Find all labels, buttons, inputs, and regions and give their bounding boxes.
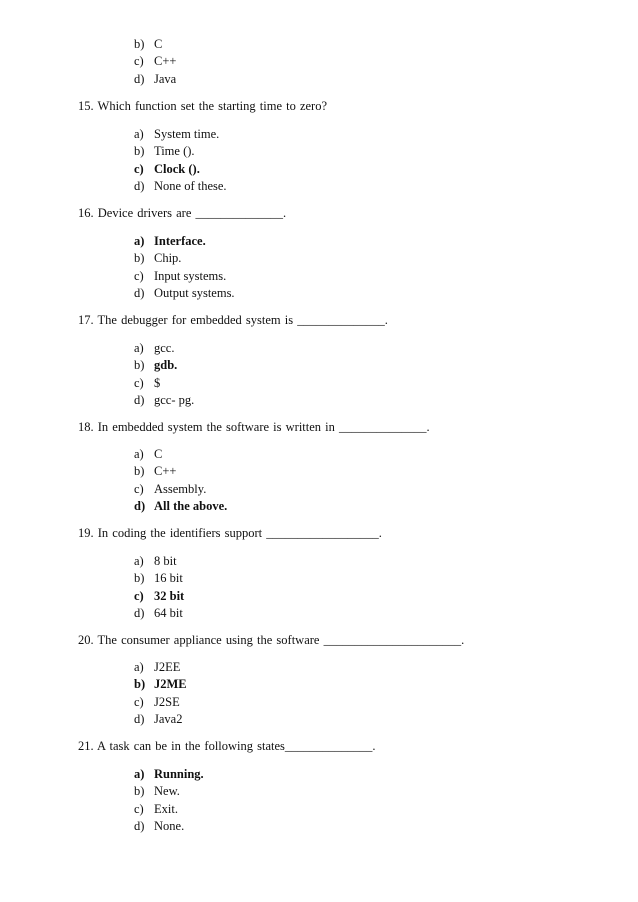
option-letter: d) — [134, 606, 145, 621]
option-text: 32 bit — [154, 588, 185, 603]
option-text: Clock (). — [154, 161, 200, 176]
option-text: gdb. — [154, 358, 178, 373]
option-text: Java2 — [154, 712, 183, 727]
option-letter: c) — [134, 268, 144, 283]
option-q19-a — [134, 553, 184, 570]
option-q17-b-answer — [134, 357, 194, 374]
option-letter: b) — [134, 677, 146, 692]
option-q19-b — [134, 570, 184, 587]
options-list-q21 — [134, 766, 204, 836]
option-letter: b) — [134, 464, 145, 479]
question-16: 16. Device drivers are ______________. — [78, 206, 287, 220]
option-letter: d) — [134, 393, 145, 408]
question-20: 20. The consumer appliance using the software ______________________. — [78, 633, 465, 647]
option-text: C — [154, 37, 163, 51]
option-letter: a) — [134, 447, 144, 461]
option-text: $ — [154, 375, 161, 390]
option-q21-d — [134, 818, 204, 835]
option-letter: d) — [134, 819, 145, 834]
option-letter: b) — [134, 144, 145, 159]
option-q20-b-answer — [134, 676, 187, 693]
option-letter: a) — [134, 767, 145, 781]
option-q15-b — [134, 143, 227, 160]
option-text: C — [154, 447, 163, 461]
option-letter: d) — [134, 286, 145, 301]
option-q14-b — [134, 36, 176, 53]
options-list-q16 — [134, 233, 235, 303]
option-text: Input systems. — [154, 268, 227, 283]
option-q17-a — [134, 340, 194, 357]
option-text: Time (). — [154, 144, 195, 159]
option-text: J2SE — [154, 694, 180, 709]
option-q21-a-answer — [134, 766, 204, 783]
option-q21-b — [134, 783, 204, 800]
option-text: gcc. — [154, 341, 175, 355]
option-q16-d — [134, 285, 235, 302]
option-letter: a) — [134, 660, 144, 674]
option-q21-c — [134, 801, 204, 818]
option-q17-d — [134, 392, 194, 409]
option-letter: c) — [134, 481, 144, 496]
question-19: 19. In coding the identifiers support __________________. — [78, 526, 382, 540]
option-q19-c-answer — [134, 588, 184, 605]
option-letter: c) — [134, 694, 144, 709]
option-letter: a) — [134, 234, 145, 248]
option-letter: d) — [134, 712, 145, 727]
option-text: 64 bit — [154, 606, 183, 621]
option-q18-a — [134, 446, 227, 463]
option-text: Running. — [154, 767, 204, 781]
option-text: Java — [154, 71, 177, 86]
option-q18-d-answer — [134, 498, 227, 515]
option-q20-a — [134, 659, 187, 676]
option-text: gcc- pg. — [154, 393, 195, 408]
option-text: J2ME — [154, 677, 187, 692]
option-text: Exit. — [154, 801, 178, 816]
option-text: C++ — [154, 54, 177, 69]
option-q15-d — [134, 178, 227, 195]
option-q16-c — [134, 268, 235, 285]
option-text: Interface. — [154, 234, 206, 248]
options-list-q14 — [134, 36, 176, 88]
option-text: Chip. — [154, 251, 182, 266]
option-text: 8 bit — [154, 554, 177, 568]
option-letter: c) — [134, 54, 144, 69]
option-q17-c — [134, 375, 194, 392]
option-letter: b) — [134, 784, 145, 799]
question-15: 15. Which function set the starting time to zero? — [78, 99, 328, 113]
option-letter: b) — [134, 37, 145, 51]
option-letter: d) — [134, 71, 145, 86]
option-text: All the above. — [154, 499, 228, 514]
option-q14-d — [134, 71, 176, 88]
option-text: 16 bit — [154, 571, 183, 586]
options-list-q15 — [134, 126, 227, 196]
option-letter: c) — [134, 161, 144, 176]
option-q20-d — [134, 711, 187, 728]
option-q18-c — [134, 481, 227, 498]
option-letter: b) — [134, 358, 145, 373]
option-q20-c — [134, 694, 187, 711]
option-letter: d) — [134, 499, 146, 514]
options-list-q20 — [134, 659, 187, 729]
option-q14-c — [134, 53, 176, 70]
option-q15-a — [134, 126, 227, 143]
option-q18-b — [134, 463, 227, 480]
option-letter: a) — [134, 554, 144, 568]
question-17: 17. The debugger for embedded system is ______________. — [78, 313, 388, 327]
option-text: Output systems. — [154, 286, 235, 301]
option-letter: d) — [134, 179, 145, 194]
option-q16-a-answer — [134, 233, 235, 250]
option-letter: c) — [134, 588, 144, 603]
option-letter: a) — [134, 341, 144, 355]
options-list-q17 — [134, 340, 194, 410]
option-text: C++ — [154, 464, 177, 479]
option-q15-c-answer — [134, 161, 227, 178]
options-list-q19 — [134, 553, 184, 623]
question-18: 18. In embedded system the software is written in ______________. — [78, 420, 430, 434]
option-text: None of these. — [154, 179, 227, 194]
option-q16-b — [134, 250, 235, 267]
options-list-q18 — [134, 446, 227, 516]
option-letter: a) — [134, 127, 144, 141]
option-q19-d — [134, 605, 184, 622]
option-letter: c) — [134, 801, 144, 816]
option-letter: c) — [134, 375, 144, 390]
option-text: Assembly. — [154, 481, 207, 496]
option-letter: b) — [134, 251, 145, 266]
option-text: System time. — [154, 127, 220, 141]
option-text: New. — [154, 784, 180, 799]
option-text: None. — [154, 819, 185, 834]
option-text: J2EE — [154, 660, 181, 674]
question-21: 21. A task can be in the following states______________. — [78, 739, 376, 753]
option-letter: b) — [134, 571, 145, 586]
